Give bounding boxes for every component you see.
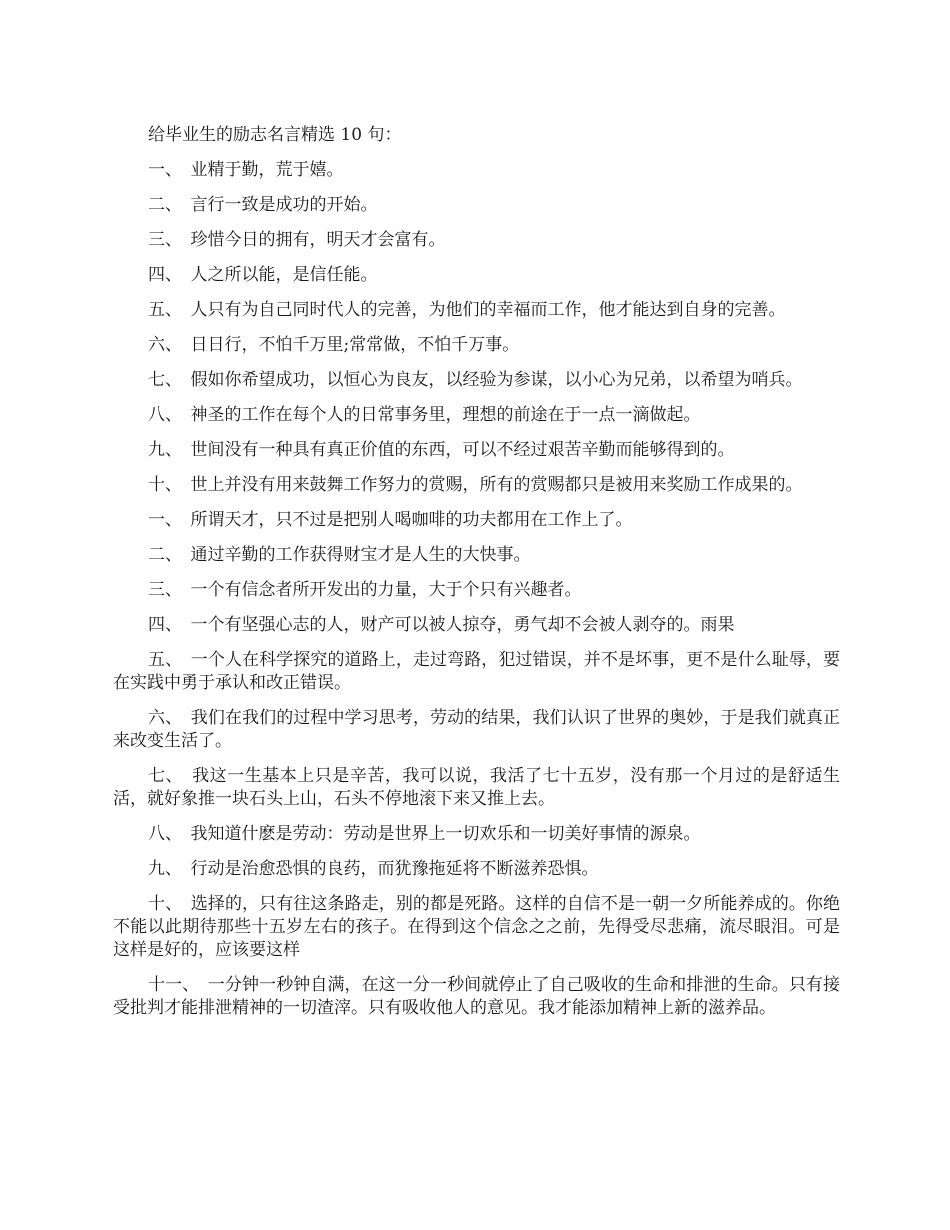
quote-text: 世间没有一种具有真正价值的东西，可以不经过艰苦辛勤而能够得到的。: [190, 440, 735, 460]
quote-text: 我这一生基本上只是辛苦，我可以说，我活了七十五岁，没有那一个月过的是舒适生活，就好象推一块石头上山，石头不停地滚下来又推上去。: [113, 766, 841, 809]
quote-item: [113, 299, 840, 322]
quote-text: 一个人在科学探究的道路上，走过弯路，犯过错误，并不是坏事，更不是什么耻辱，要在实践中勇于承认和改正错误。: [113, 650, 841, 693]
quote-number: 七、: [148, 766, 184, 786]
quote-text: 我知道什麽是劳动：劳动是世界上一切欢乐和一切美好事情的源泉。: [190, 824, 701, 844]
quote-number: 八、: [148, 824, 182, 844]
quote-item: [113, 439, 840, 462]
quote-item: [113, 765, 840, 811]
quote-number: 十一、: [148, 975, 200, 995]
quote-number: 二、: [148, 545, 182, 565]
quote-item: [113, 544, 840, 567]
quote-item: [113, 509, 840, 532]
quote-number: 九、: [148, 440, 182, 460]
quote-item: [113, 264, 840, 287]
quote-item: [113, 474, 840, 497]
quote-text: 行动是治愈恐惧的良药，而犹豫拖延将不断滋养恐惧。: [190, 859, 599, 879]
quote-number: 十、: [148, 894, 183, 914]
quote-item: [113, 579, 840, 602]
quote-text: 一个有坚强心志的人，财产可以被人掠夺，勇气却不会被人剥夺的。雨果: [190, 615, 735, 635]
quote-text: 业精于勤，荒于嬉。: [190, 160, 344, 180]
quote-number: 六、: [148, 708, 183, 728]
quote-item: [113, 159, 840, 182]
quote-number: 五、: [148, 300, 182, 320]
document-body: [113, 124, 840, 1032]
quote-number: 二、: [148, 195, 182, 215]
quote-number: 十、: [148, 475, 182, 495]
quote-text: 日日行，不怕千万里;常常做，不怕千万事。: [190, 335, 520, 355]
quote-item: [113, 893, 840, 962]
quote-list: [113, 159, 840, 1020]
quote-text: 人只有为自己同时代人的完善，为他们的幸福而工作，他才能达到自身的完善。: [190, 300, 786, 320]
quote-text: 所谓天才，只不过是把别人喝咖啡的功夫都用在工作上了。: [190, 510, 633, 530]
quote-text: 一分钟一秒钟自满，在这一分一秒间就停止了自己吸收的生命和排泄的生命。只有接受批判才能排泄精神的一切渣滓。只有吸收他人的意见。我才能添加精神上新的滋养品。: [113, 975, 841, 1018]
quote-number: 三、: [148, 230, 182, 250]
quote-number: 七、: [148, 370, 182, 390]
quote-item: [113, 614, 840, 637]
quote-item: [113, 974, 840, 1020]
quote-item: [113, 823, 840, 846]
quote-text: 神圣的工作在每个人的日常事务里，理想的前途在于一点一滴做起。: [190, 405, 701, 425]
quote-item: [113, 404, 840, 427]
quote-text: 选择的，只有往这条路走，别的都是死路。这样的自信不是一朝一夕所能养成的。你绝不能以此期待那些十五岁左右的孩子。在得到这个信念之之前，先得受尽悲痛，流尽眼泪。可是这样是好的，应该要这样: [113, 894, 841, 960]
quote-text: 通过辛勤的工作获得财宝才是人生的大快事。: [190, 545, 531, 565]
quote-number: 三、: [148, 580, 182, 600]
quote-text: 一个有信念者所开发出的力量，大于个只有兴趣者。: [190, 580, 582, 600]
quote-text: 我们在我们的过程中学习思考，劳动的结果，我们认识了世界的奥妙，于是我们就真正来改变生活了。: [113, 708, 841, 751]
quote-text: 假如你希望成功，以恒心为良友，以经验为参谋，以小心为兄弟，以希望为哨兵。: [190, 370, 803, 390]
document-heading: 给毕业生的励志名言精选 10 句：: [148, 125, 402, 145]
quote-text: 人之所以能，是信任能。: [190, 265, 378, 285]
quote-text: 珍惜今日的拥有，明天才会富有。: [190, 230, 446, 250]
quote-item: [113, 229, 840, 252]
quote-number: 一、: [148, 510, 182, 530]
quote-item: [113, 858, 840, 881]
quote-number: 五、: [148, 650, 183, 670]
quote-number: 四、: [148, 615, 182, 635]
quote-item: [113, 649, 840, 695]
quote-text: 言行一致是成功的开始。: [190, 195, 378, 215]
quote-item: [113, 369, 840, 392]
quote-item: [113, 194, 840, 217]
quote-number: 九、: [148, 859, 182, 879]
quote-number: 六、: [148, 335, 182, 355]
quote-item: [113, 334, 840, 357]
quote-number: 一、: [148, 160, 182, 180]
quote-number: 四、: [148, 265, 182, 285]
quote-item: [113, 707, 840, 753]
quote-text: 世上并没有用来鼓舞工作努力的赏赐，所有的赏赐都只是被用来奖励工作成果的。: [190, 475, 803, 495]
quote-number: 八、: [148, 405, 182, 425]
